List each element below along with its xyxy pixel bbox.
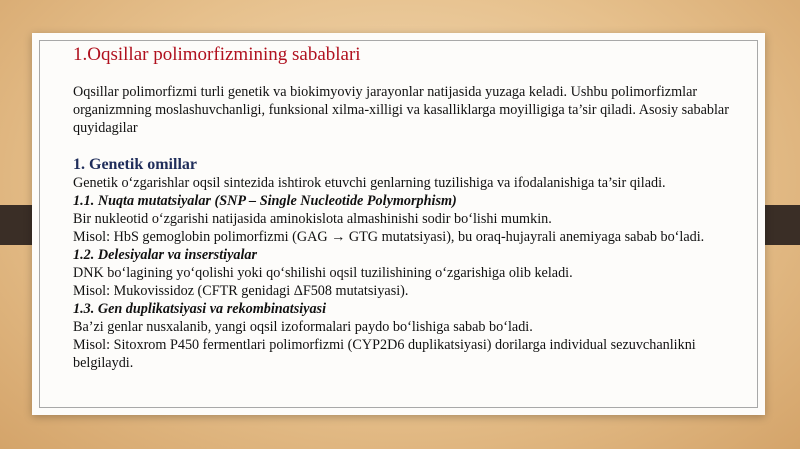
example-deletions: Misol: Mukovissidoz (CFTR genidagi ΔF508 mutatsiyasi).	[73, 283, 409, 299]
slide-title: 1.Oqsillar polimorfizmining sabablari	[73, 44, 361, 65]
subheading-duplication: 1.3. Gen duplikatsiyasi va rekombinatsiyasi	[73, 301, 327, 317]
intro-paragraph: Oqsillar polimorfizmi turli genetik va biokimyoviy jarayonlar natijasida yuzaga keladi. Ushbu polimorfizmlar organizmning moslashuvchanligi, funksional xilma-xilligi va kasalliklarga moyilligiga ta’sir qiladi. Asosiy sabablar quyidagilar	[73, 84, 729, 136]
example-point-mutations: Misol: HbS gemoglobin polimorfizmi (GAG → GTG mutatsiyasi), bu oraq-hujayrali anemiyaga sabab bo‘ladi.	[73, 229, 705, 245]
example-duplication: Misol: Sitoxrom P450 fermentlari polimorfizmi (CYP2D6 duplikatsiyasi) dorilarga individual sezuvchanlikni belgilaydi.	[73, 337, 696, 371]
text-deletions: DNK bo‘lagining yo‘qolishi yoki qo‘shilishi oqsil tuzilishining o‘zgarishiga olib keladi.	[73, 265, 573, 281]
subheading-deletions: 1.2. Delesiyalar va inserstiyalar	[73, 247, 258, 263]
section-text-genetic: Genetik o‘zgarishlar oqsil sintezida ishtirok etuvchi genlarning tuzilishiga va ifodalanishiga ta’sir qiladi.	[73, 175, 666, 191]
slide-content	[73, 43, 753, 372]
text-duplication: Ba’zi genlar nusxalanib, yangi oqsil izoformalari paydo bo‘lishiga sabab bo‘ladi.	[73, 319, 533, 335]
text-point-mutations: Bir nukleotid o‘zgarishi natijasida aminokislota almashinishi sodir bo‘lishi mumkin.	[73, 211, 552, 227]
slide	[32, 33, 765, 415]
subheading-point-mutations: 1.1. Nuqta mutatsiyalar (SNP – Single Nucleotide Polymorphism)	[73, 193, 457, 209]
section-heading-genetic: 1. Genetik omillar	[73, 156, 197, 173]
